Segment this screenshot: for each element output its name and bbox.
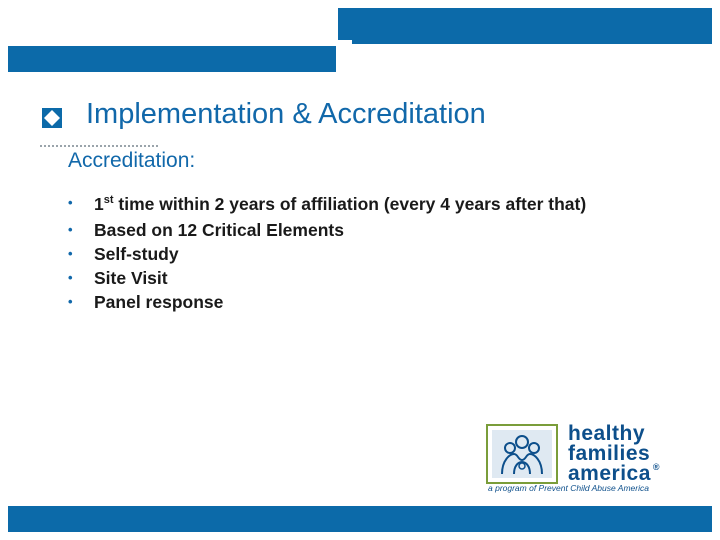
logo-word-families: families — [568, 442, 651, 465]
slide-subtitle: Accreditation: — [68, 149, 196, 172]
list-item — [68, 290, 628, 314]
bullet-text-superscript: st — [103, 194, 114, 206]
slide-title: Implementation & Accreditation — [86, 98, 486, 130]
healthy-families-america-logo — [486, 424, 700, 494]
bullet-list — [68, 191, 628, 314]
logo-tagline: a program of Prevent Child Abuse America — [488, 483, 649, 493]
bullet-text: Based on 12 Critical Elements — [94, 219, 344, 240]
bottom-banner — [8, 506, 712, 532]
list-item — [68, 218, 628, 242]
top-banner-cutout-right — [350, 44, 712, 78]
logo-word-america-text: america — [568, 462, 651, 485]
list-item — [68, 242, 628, 266]
bullet-text: Panel response — [94, 291, 224, 312]
bullet-icon: • — [68, 269, 73, 285]
bullet-icon: • — [68, 221, 73, 237]
logo-word-healthy: healthy — [568, 422, 646, 445]
bullet-icon: • — [68, 293, 73, 309]
list-item — [68, 266, 628, 290]
bullet-icon: • — [68, 195, 73, 210]
family-emblem-icon — [488, 426, 556, 482]
logo-frame — [486, 424, 558, 484]
title-divider — [40, 145, 158, 147]
diamond-square-icon — [42, 108, 62, 128]
bullet-icon: • — [68, 245, 73, 261]
bullet-text-main: 1 — [94, 193, 104, 214]
bullet-text: Site Visit — [94, 267, 168, 288]
top-banner-cutout — [8, 8, 338, 46]
registered-mark: ® — [652, 462, 661, 472]
list-item — [68, 191, 628, 218]
bullet-text-rest: time within 2 years of affiliation (every 4 years after that) — [113, 193, 587, 214]
bullet-text: Self-study — [94, 243, 179, 264]
bullet-text — [94, 191, 628, 214]
